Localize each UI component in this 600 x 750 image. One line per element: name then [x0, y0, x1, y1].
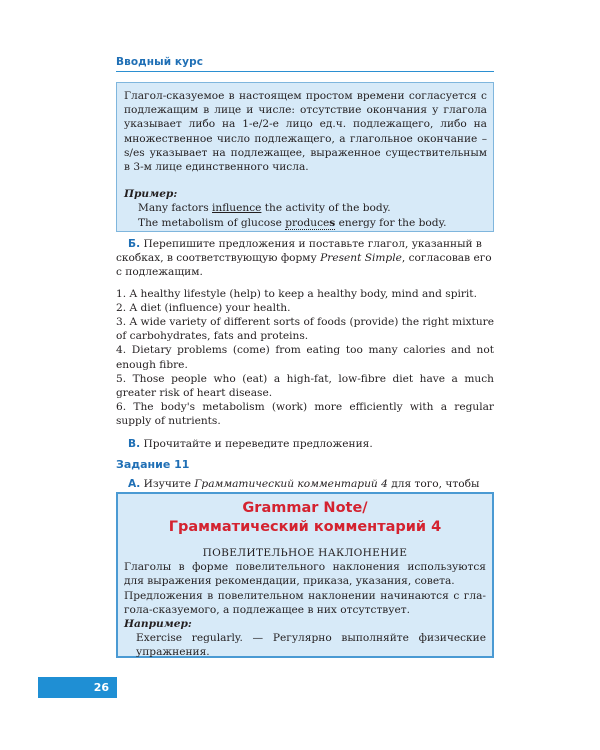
example-label: Пример: [124, 188, 178, 201]
task-a-letter: А. [128, 478, 141, 491]
example-verb-1: influence [212, 202, 262, 215]
rule-text: Глагол-сказуемое в настоящем простом времени согласуется с подлежащим в лице и числе: отсутствие окончания у глагола указывает либо на 1-е/2-е лицо ед.ч. подлежащего, либо на множественное число подлежащего, а глагольное окончание –s/es указывает на подлежащее, выраженное существительным в 3-м лице единственного числа. [124, 90, 487, 174]
task-b-instruction: Б. Перепишите предложения и поставьте глагол, указанный в скобках, в соответствующую форму Present Simple, согласовав его с подлежащим. [116, 238, 492, 279]
grammar-note-paragraph-2: Предложения в повелительном наклонении начинаются с глагола-сказуемого, а подлежащее в них отсутствует. [124, 589, 486, 616]
page-number: 26 [38, 677, 117, 698]
list-item: 6. The body's metabolism (work) more efficiently with a regular supply of nutrients. [116, 401, 494, 428]
grammar-note-box [116, 492, 494, 658]
list-item: 4. Dietary problems (come) from eating too many calories and not enough fibre. [116, 344, 494, 371]
grammar-note-title: Grammar Note/ Грамматический комментарий 4 [168, 500, 442, 535]
task-v-instruction: В. Прочитайте и переведите предложения. [128, 437, 373, 450]
task-11-instruction: А. Изучите Грамматический комментарий 4 для того, чтобы [128, 478, 480, 491]
task-b-letter: Б. [128, 238, 141, 250]
section-header: Вводный курс [116, 56, 204, 68]
list-item: 3. A wide variety of different sorts of foods (provide) the right mixture of carbohydrates, fats and proteins. [116, 316, 494, 343]
exercise-section [116, 237, 494, 505]
example-sentence-2: The metabolism of glucose produces energy for the body. [138, 216, 447, 229]
header-divider [116, 71, 494, 72]
grammar-note-paragraph-1: Глаголы в форме повелительного наклонения используются для выражения рекомендации, приказа, указания, совета. [124, 561, 486, 588]
list-item: 5. Those people who (eat) a high-fat, low-fibre diet have a much greater risk of heart disease. [116, 372, 494, 400]
grammar-note-example-label: Например: [124, 618, 192, 631]
list-item: 2. A diet (influence) your health. [116, 301, 291, 314]
grammar-note-subtitle: ПОВЕЛИТЕЛЬНОЕ НАКЛОНЕНИЕ [202, 547, 408, 559]
task-11-title: Задание 11 [116, 457, 190, 471]
grammar-rule-box [116, 82, 494, 232]
task-v-letter: В. [128, 437, 141, 450]
grammar-note-example: Exercise regularly. — Регулярно выполняйте физические упражнения. [136, 632, 486, 659]
example-verb-2: produces [285, 216, 336, 229]
sentence-list [116, 287, 494, 429]
example-sentence-1: Many factors influence the activity of the body. [138, 202, 391, 215]
list-item: 1. A healthy lifestyle (help) to keep a healthy body, mind and spirit. [116, 287, 477, 300]
